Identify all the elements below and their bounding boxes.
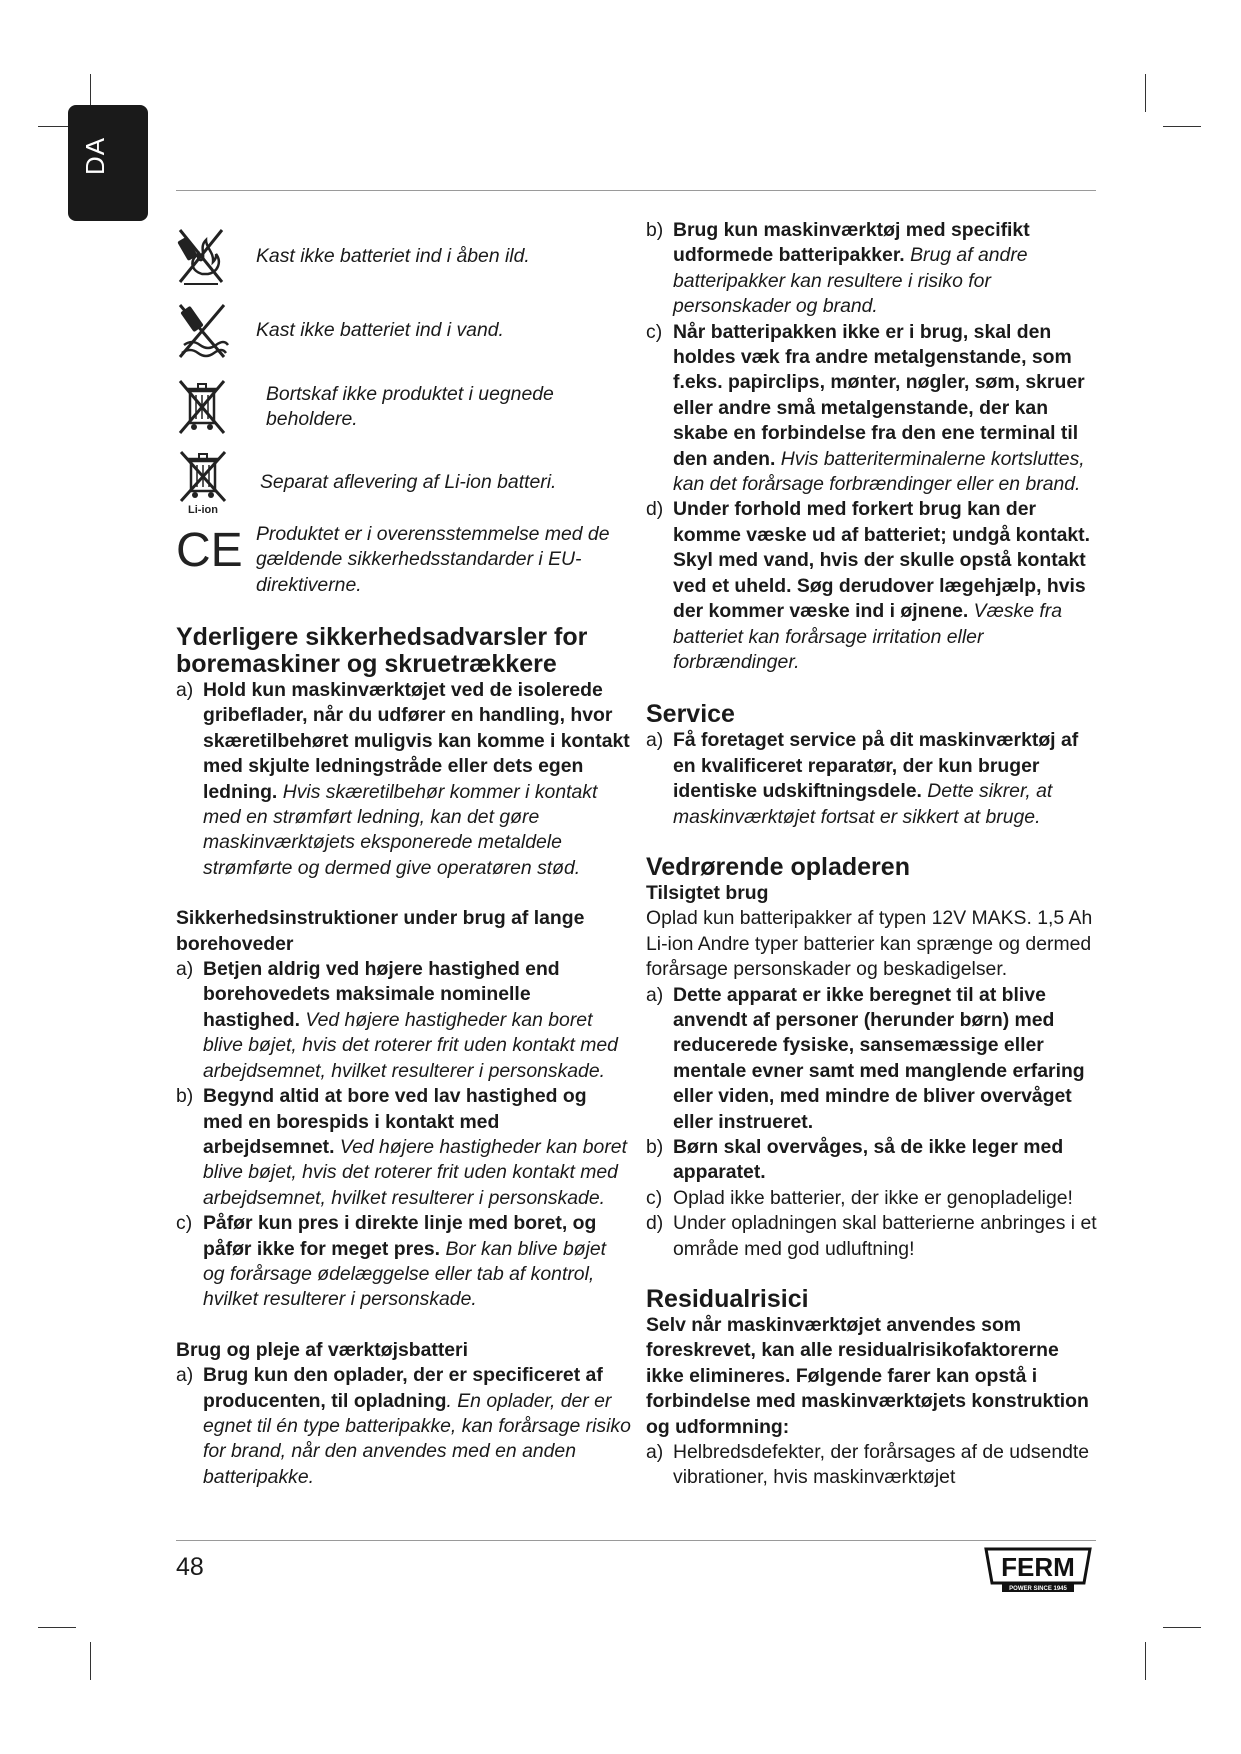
subsection-intended-use: Tilsigtet brug [646,881,769,904]
item-italic: Hvis skæretilbehør kommer i kontakt med en strømført ledning, kan det gøre maskinværktøjets eksponerede metaldele strømførte og dermed give operatøren stød. [203,780,598,879]
list-label: c) [176,1212,193,1235]
crop-mark [1145,74,1146,112]
list-label: d) [646,1212,664,1235]
list-label: a) [646,729,664,752]
item-bold: Børn skal overvåges, så de ikke leger med apparatet. [673,1136,1064,1184]
list-label: a) [176,1364,194,1387]
ferm-logo [982,1543,1094,1593]
bottom-rule [176,1540,1096,1541]
crop-mark [38,1627,76,1628]
item-italic: Hvis batteriterminalerne kortsluttes, kan det forårsage forbrændinger eller en brand. [673,447,1085,496]
residual-intro: Selv når maskinværktøjet anvendes som foreskrevet, kan alle residualrisikofaktorerne ikke elimineres. Følgende farer kan opstå i forbindelse med maskinværktøjets konstruktion og udformning: [646,1314,1089,1438]
list-label: b) [646,219,664,241]
list-label: d) [646,498,664,521]
ce-mark-text: CE [176,524,243,577]
item-bold: Dette apparat er ikke beregnet til at blive anvendt af personer (herunder børn) med reducerede fysiske, sansemæssige eller mentale evner samt med manglende erfaring eller viden, med mindre de bliver overvåget eller instrueret. [673,983,1085,1133]
item-bold: Under forhold med forkert brug kan der komme væske ud af batteriet; undgå kontakt. Skyl med vand, hvis der skulle opstå kontakt ved et uheld. Søg derudover lægehjælp, hvis der kommer væske ind i øjnene. [673,498,1090,623]
item-text: Helbredsdefekter, der forårsages af de udsendte vibrationer, hvis maskinværktøjet [673,1441,1090,1489]
list-label: a) [646,983,664,1006]
language-tab [68,105,148,221]
list-item [646,1186,1101,1211]
list-item [646,1440,1101,1491]
item-italic: Ved højere hastigheder kan boret blive bøjet, hvis det roterer frit uden kontakt med arbejdsemnet, hvilket resulterer i personskade. [203,1135,627,1209]
item-text: Oplad ikke batterier, der ikke er genopladelige! [673,1186,1073,1209]
list-item [646,320,1101,498]
item-bold: Begynd altid at bore ved lav hastighed og med en borespids i kontakt med arbejdsemnet. [203,1085,587,1158]
list-label: a) [176,679,194,701]
section-title-long-bits: Sikkerhedsinstruktioner under brug af lange borehoveder [176,907,585,955]
item-italic: Ved højere hastigheder kan boret blive bøjet, hvis det roterer frit uden kontakt med arbejdsemnet, hvilket resulterer i personskade. [203,1008,618,1082]
list-item [176,678,631,881]
item-bold: Brug kun maskinværktøj med specifikt udformede batteripakker. [673,219,1030,267]
section-title-residual: Residualrisici [646,1285,809,1314]
item-italic: . En oplader, der er egnet til én type batteripakke, kan forårsage risiko for brand, når den anvendes med en anden batteripakke. [203,1389,631,1488]
section-title-battery-care: Brug og pleje af værktøjsbatteri [176,1338,468,1361]
no-water-icon [176,301,256,361]
list-label: a) [176,958,194,981]
ce-mark-icon [176,522,256,577]
section-title-charger: Vedrørende opladeren [646,852,910,881]
crop-mark [90,1642,91,1680]
list-item [176,957,631,1084]
item-italic: Væske fra batteriet kan forårsage irritation eller forbrændinger. [673,600,1063,673]
item-italic: Bor kan blive bøjet og forårsage ødelæggelse eller tab af kontrol, hvilket resulterer i personskade. [203,1237,607,1311]
item-bold: Betjen aldrig ved højere hastighed end borehovedets maksimale nominelle hastighed. [203,958,560,1031]
symbol-text: Kast ikke batteriet ind i vand. [256,319,504,342]
symbol-row [176,522,631,602]
section-title-drill-safety: Yderligere sikkerhedsadvarsler for boremaskiner og skruetrækkere [176,623,588,678]
item-bold: Påfør kun pres i direkte linje med boret, og påfør ikke for meget pres. [203,1212,597,1260]
logo-text: FERM [1001,1552,1075,1582]
li-ion-label: Li-ion [188,504,218,516]
symbol-row [176,370,631,444]
crop-mark [1163,1627,1201,1628]
symbol-text: Bortskaf ikke produktet i uegnede beholdere. [266,382,554,430]
list-item [646,1211,1101,1262]
symbol-row [176,222,631,292]
crossed-bin-icon [176,379,256,435]
charger-text: Oplad kun batteripakker af typen 12V MAKS. 1,5 Ah Li-ion Andre typer batterier kan sprænge og dermed forårsage personskader og beskadigelser. [646,907,1093,981]
list-item [646,983,1101,1135]
item-bold: Hold kun maskinværktøjet ved de isolerede gribeflader, når du udfører en handling, hvor skæretilbehøret muligvis kan komme i kontakt med skjulte ledningstråde eller dets egen ledning. [203,679,630,803]
list-label: c) [646,320,663,343]
symbol-row [176,292,631,370]
page-number: 48 [176,1553,204,1581]
symbol-text: Produktet er i overensstemmelse med de gældende sikkerhedsstandarder i EU-direktiverne. [256,523,610,596]
no-fire-icon [176,226,256,288]
symbol-row [176,444,631,522]
section-title-service: Service [646,700,735,729]
list-item [646,497,1101,675]
item-bold: Brug kun den oplader, der er specificeret af producenten, til opladning [203,1364,603,1412]
list-label: b) [646,1136,664,1158]
crossed-bin-li-ion-icon [176,451,256,515]
list-item [176,1363,631,1490]
list-item [176,1084,631,1211]
list-label: a) [646,1441,664,1464]
language-code: DA [80,136,110,175]
list-item [646,728,1101,830]
right-column [646,218,1101,1491]
item-bold: Når batteripakken ikke er i brug, skal den holdes væk fra andre metalgenstande, som f.eks. papirclips, mønter, nøgler, søm, skruer eller andre små metalgenstande, der kan skabe en forbindelse fra den ene terminal til den anden. [673,320,1085,470]
item-italic: Brug af andre batteripakker kan resultere i risiko for personskader og brand. [673,244,1028,318]
crop-mark [1145,1642,1146,1680]
symbol-text: Kast ikke batteriet ind i åben ild. [256,245,530,268]
logo-tagline: POWER SINCE 1945 [1009,1586,1067,1592]
symbol-text: Separat aflevering af Li-ion batteri. [260,471,557,494]
list-label: b) [176,1085,194,1108]
crop-mark [1163,126,1201,127]
list-label: c) [646,1186,663,1209]
item-bold: Få foretaget service på dit maskinværktøj af en kvalificeret reparatør, der kun bruger identiske udskiftningsdele. [673,729,1079,803]
item-italic: Dette sikrer, at maskinværktøjet fortsat er sikkert at bruge. [673,780,1053,828]
left-column [176,222,631,1490]
item-text: Under opladningen skal batterierne anbringes i et område med god udluftning! [673,1212,1097,1260]
list-item [176,1211,631,1313]
list-item [646,218,1101,320]
top-rule [176,190,1096,191]
list-item [646,1135,1101,1186]
